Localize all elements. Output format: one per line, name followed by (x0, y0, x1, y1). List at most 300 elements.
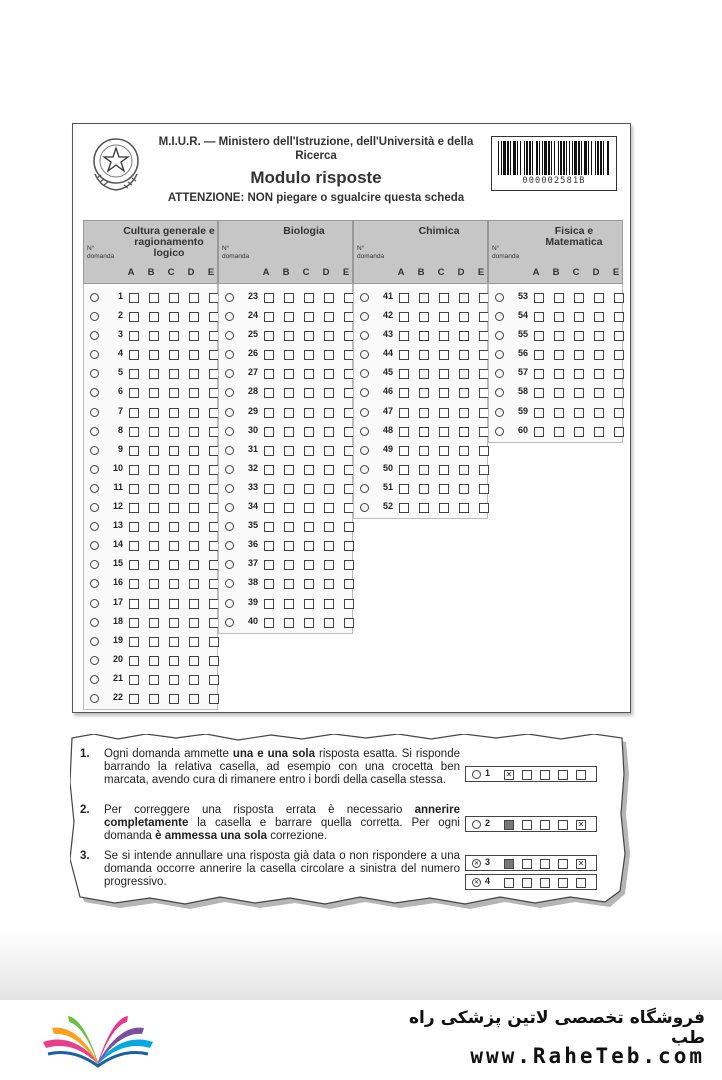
answer-box[interactable] (614, 293, 624, 303)
answer-box[interactable] (264, 427, 274, 437)
answer-box[interactable] (129, 388, 139, 398)
answer-box[interactable] (284, 522, 294, 532)
cancel-circle[interactable] (225, 522, 234, 531)
cancel-circle[interactable] (90, 427, 99, 436)
cancel-circle[interactable] (360, 465, 369, 474)
cancel-circle[interactable] (495, 388, 504, 397)
answer-box[interactable] (129, 694, 139, 704)
answer-box[interactable] (304, 599, 314, 609)
answer-box[interactable] (554, 312, 564, 322)
answer-box[interactable] (439, 388, 449, 398)
answer-box[interactable] (209, 675, 219, 685)
answer-box[interactable] (129, 465, 139, 475)
answer-box[interactable] (189, 312, 199, 322)
answer-box[interactable] (399, 484, 409, 494)
answer-box[interactable] (284, 427, 294, 437)
answer-box[interactable] (479, 446, 489, 456)
cancel-circle[interactable] (495, 331, 504, 340)
answer-box[interactable] (284, 599, 294, 609)
cancel-circle[interactable] (90, 675, 99, 684)
answer-box[interactable] (439, 427, 449, 437)
answer-box[interactable] (399, 427, 409, 437)
answer-box[interactable] (264, 408, 274, 418)
answer-box[interactable] (169, 541, 179, 551)
answer-box[interactable] (129, 293, 139, 303)
answer-box[interactable] (169, 560, 179, 570)
answer-box[interactable] (324, 350, 334, 360)
cancel-circle[interactable] (90, 560, 99, 569)
answer-box[interactable] (284, 484, 294, 494)
cancel-circle[interactable] (360, 484, 369, 493)
answer-box[interactable] (594, 408, 604, 418)
answer-box[interactable] (169, 637, 179, 647)
answer-box[interactable] (614, 408, 624, 418)
answer-box[interactable] (419, 331, 429, 341)
answer-box[interactable] (169, 656, 179, 666)
answer-box[interactable] (439, 465, 449, 475)
answer-box[interactable] (149, 350, 159, 360)
answer-box[interactable] (284, 331, 294, 341)
answer-box[interactable] (129, 369, 139, 379)
answer-box[interactable] (324, 312, 334, 322)
answer-box[interactable] (419, 446, 429, 456)
answer-box[interactable] (594, 312, 604, 322)
cancel-circle[interactable] (225, 503, 234, 512)
answer-box[interactable] (459, 293, 469, 303)
answer-box[interactable] (129, 656, 139, 666)
answer-box[interactable] (304, 350, 314, 360)
answer-box[interactable] (574, 427, 584, 437)
answer-box[interactable] (594, 331, 604, 341)
answer-box[interactable] (614, 388, 624, 398)
answer-box[interactable] (554, 408, 564, 418)
answer-box[interactable] (284, 408, 294, 418)
answer-box[interactable] (284, 388, 294, 398)
cancel-circle[interactable] (90, 350, 99, 359)
cancel-circle[interactable] (90, 503, 99, 512)
cancel-circle[interactable] (495, 293, 504, 302)
answer-box[interactable] (129, 675, 139, 685)
answer-box[interactable] (284, 560, 294, 570)
answer-box[interactable] (324, 522, 334, 532)
answer-box[interactable] (169, 312, 179, 322)
answer-box[interactable] (189, 503, 199, 513)
answer-box[interactable] (189, 465, 199, 475)
answer-box[interactable] (189, 408, 199, 418)
answer-box[interactable] (439, 408, 449, 418)
answer-box[interactable] (574, 312, 584, 322)
answer-box[interactable] (459, 408, 469, 418)
answer-box[interactable] (344, 541, 354, 551)
answer-box[interactable] (264, 579, 274, 589)
answer-box[interactable] (149, 599, 159, 609)
answer-box[interactable] (614, 427, 624, 437)
answer-box[interactable] (439, 293, 449, 303)
answer-box[interactable] (419, 427, 429, 437)
answer-box[interactable] (129, 579, 139, 589)
cancel-circle[interactable] (360, 427, 369, 436)
answer-box[interactable] (399, 503, 409, 513)
answer-box[interactable] (264, 369, 274, 379)
answer-box[interactable] (284, 618, 294, 628)
answer-box[interactable] (149, 637, 159, 647)
answer-box[interactable] (169, 694, 179, 704)
answer-box[interactable] (324, 465, 334, 475)
answer-box[interactable] (169, 331, 179, 341)
cancel-circle[interactable] (90, 484, 99, 493)
answer-box[interactable] (149, 446, 159, 456)
answer-box[interactable] (594, 369, 604, 379)
answer-box[interactable] (534, 427, 544, 437)
website-link[interactable]: www.RaheTeb.com (470, 1044, 705, 1068)
cancel-circle[interactable] (225, 560, 234, 569)
answer-box[interactable] (399, 408, 409, 418)
answer-box[interactable] (419, 388, 429, 398)
cancel-circle[interactable] (90, 656, 99, 665)
cancel-circle[interactable] (360, 369, 369, 378)
answer-box[interactable] (304, 331, 314, 341)
cancel-circle[interactable] (225, 465, 234, 474)
cancel-circle[interactable] (495, 369, 504, 378)
cancel-circle[interactable] (495, 408, 504, 417)
answer-box[interactable] (189, 522, 199, 532)
cancel-circle[interactable] (225, 446, 234, 455)
answer-box[interactable] (554, 293, 564, 303)
answer-box[interactable] (399, 350, 409, 360)
answer-box[interactable] (189, 579, 199, 589)
answer-box[interactable] (419, 465, 429, 475)
answer-box[interactable] (459, 446, 469, 456)
answer-box[interactable] (129, 312, 139, 322)
answer-box[interactable] (149, 388, 159, 398)
answer-box[interactable] (399, 446, 409, 456)
answer-box[interactable] (209, 637, 219, 647)
answer-box[interactable] (304, 465, 314, 475)
answer-box[interactable] (594, 388, 604, 398)
answer-box[interactable] (149, 541, 159, 551)
answer-box[interactable] (439, 331, 449, 341)
answer-box[interactable] (149, 465, 159, 475)
cancel-circle[interactable] (90, 312, 99, 321)
cancel-circle[interactable] (90, 637, 99, 646)
answer-box[interactable] (129, 331, 139, 341)
answer-box[interactable] (324, 369, 334, 379)
answer-box[interactable] (169, 618, 179, 628)
answer-box[interactable] (534, 388, 544, 398)
answer-box[interactable] (149, 522, 159, 532)
answer-box[interactable] (149, 331, 159, 341)
answer-box[interactable] (149, 484, 159, 494)
answer-box[interactable] (399, 369, 409, 379)
answer-box[interactable] (189, 637, 199, 647)
answer-box[interactable] (284, 541, 294, 551)
answer-box[interactable] (344, 599, 354, 609)
answer-box[interactable] (574, 350, 584, 360)
answer-box[interactable] (554, 331, 564, 341)
answer-box[interactable] (169, 503, 179, 513)
answer-box[interactable] (264, 465, 274, 475)
answer-box[interactable] (284, 293, 294, 303)
answer-box[interactable] (189, 331, 199, 341)
answer-box[interactable] (149, 618, 159, 628)
answer-box[interactable] (264, 503, 274, 513)
answer-box[interactable] (129, 541, 139, 551)
answer-box[interactable] (304, 618, 314, 628)
answer-box[interactable] (419, 350, 429, 360)
answer-box[interactable] (169, 579, 179, 589)
answer-box[interactable] (304, 560, 314, 570)
cancel-circle[interactable] (225, 388, 234, 397)
answer-box[interactable] (554, 350, 564, 360)
answer-box[interactable] (304, 579, 314, 589)
cancel-circle[interactable] (360, 350, 369, 359)
answer-box[interactable] (459, 465, 469, 475)
cancel-circle[interactable] (225, 541, 234, 550)
answer-box[interactable] (324, 388, 334, 398)
cancel-circle[interactable] (225, 408, 234, 417)
answer-box[interactable] (399, 293, 409, 303)
answer-box[interactable] (189, 599, 199, 609)
answer-box[interactable] (264, 522, 274, 532)
answer-box[interactable] (129, 503, 139, 513)
answer-box[interactable] (129, 618, 139, 628)
answer-box[interactable] (459, 503, 469, 513)
answer-box[interactable] (284, 579, 294, 589)
answer-box[interactable] (399, 465, 409, 475)
answer-box[interactable] (304, 446, 314, 456)
answer-box[interactable] (264, 388, 274, 398)
cancel-circle[interactable] (495, 427, 504, 436)
answer-box[interactable] (324, 446, 334, 456)
answer-box[interactable] (324, 541, 334, 551)
answer-box[interactable] (189, 675, 199, 685)
answer-box[interactable] (594, 427, 604, 437)
cancel-circle[interactable] (90, 293, 99, 302)
answer-box[interactable] (304, 293, 314, 303)
answer-box[interactable] (459, 312, 469, 322)
cancel-circle[interactable] (90, 408, 99, 417)
cancel-circle[interactable] (90, 446, 99, 455)
cancel-circle[interactable] (225, 599, 234, 608)
answer-box[interactable] (459, 427, 469, 437)
answer-box[interactable] (129, 560, 139, 570)
answer-box[interactable] (264, 312, 274, 322)
cancel-circle[interactable] (360, 293, 369, 302)
answer-box[interactable] (129, 637, 139, 647)
cancel-circle[interactable] (360, 446, 369, 455)
cancel-circle[interactable] (225, 350, 234, 359)
answer-box[interactable] (554, 388, 564, 398)
answer-box[interactable] (324, 503, 334, 513)
answer-box[interactable] (534, 331, 544, 341)
answer-box[interactable] (189, 427, 199, 437)
answer-box[interactable] (169, 446, 179, 456)
answer-box[interactable] (149, 503, 159, 513)
cancel-circle[interactable] (90, 522, 99, 531)
answer-box[interactable] (534, 293, 544, 303)
answer-box[interactable] (324, 408, 334, 418)
answer-box[interactable] (459, 484, 469, 494)
answer-box[interactable] (264, 618, 274, 628)
answer-box[interactable] (149, 312, 159, 322)
answer-box[interactable] (304, 388, 314, 398)
answer-box[interactable] (304, 503, 314, 513)
answer-box[interactable] (264, 560, 274, 570)
answer-box[interactable] (304, 541, 314, 551)
cancel-circle[interactable] (360, 388, 369, 397)
answer-box[interactable] (304, 408, 314, 418)
answer-box[interactable] (264, 350, 274, 360)
answer-box[interactable] (149, 293, 159, 303)
answer-box[interactable] (399, 312, 409, 322)
answer-box[interactable] (284, 465, 294, 475)
answer-box[interactable] (324, 427, 334, 437)
cancel-circle[interactable] (495, 312, 504, 321)
answer-box[interactable] (614, 331, 624, 341)
answer-box[interactable] (344, 522, 354, 532)
cancel-circle[interactable] (360, 408, 369, 417)
answer-box[interactable] (189, 484, 199, 494)
answer-box[interactable] (189, 446, 199, 456)
answer-box[interactable] (264, 446, 274, 456)
answer-box[interactable] (169, 599, 179, 609)
answer-box[interactable] (419, 312, 429, 322)
answer-box[interactable] (284, 369, 294, 379)
cancel-circle[interactable] (90, 618, 99, 627)
answer-box[interactable] (594, 350, 604, 360)
answer-box[interactable] (304, 484, 314, 494)
answer-box[interactable] (129, 427, 139, 437)
answer-box[interactable] (554, 427, 564, 437)
answer-box[interactable] (149, 579, 159, 589)
answer-box[interactable] (129, 484, 139, 494)
answer-box[interactable] (129, 350, 139, 360)
cancel-circle[interactable] (90, 694, 99, 703)
cancel-circle[interactable] (225, 293, 234, 302)
answer-box[interactable] (439, 446, 449, 456)
answer-box[interactable] (284, 503, 294, 513)
cancel-circle[interactable] (90, 579, 99, 588)
answer-box[interactable] (324, 579, 334, 589)
answer-box[interactable] (169, 484, 179, 494)
answer-box[interactable] (344, 618, 354, 628)
answer-box[interactable] (169, 350, 179, 360)
answer-box[interactable] (189, 350, 199, 360)
answer-box[interactable] (169, 675, 179, 685)
answer-box[interactable] (284, 446, 294, 456)
answer-box[interactable] (574, 369, 584, 379)
answer-box[interactable] (574, 331, 584, 341)
answer-box[interactable] (304, 522, 314, 532)
answer-box[interactable] (324, 618, 334, 628)
answer-box[interactable] (169, 427, 179, 437)
answer-box[interactable] (209, 656, 219, 666)
answer-box[interactable] (574, 293, 584, 303)
answer-box[interactable] (534, 369, 544, 379)
answer-box[interactable] (614, 312, 624, 322)
answer-box[interactable] (419, 484, 429, 494)
cancel-circle[interactable] (360, 312, 369, 321)
answer-box[interactable] (419, 293, 429, 303)
answer-box[interactable] (459, 369, 469, 379)
cancel-circle[interactable] (360, 331, 369, 340)
answer-box[interactable] (439, 312, 449, 322)
answer-box[interactable] (459, 331, 469, 341)
answer-box[interactable] (479, 503, 489, 513)
cancel-circle[interactable] (225, 579, 234, 588)
cancel-circle[interactable] (90, 369, 99, 378)
cancel-circle[interactable] (225, 484, 234, 493)
cancel-circle[interactable] (360, 503, 369, 512)
answer-box[interactable] (129, 599, 139, 609)
answer-box[interactable] (439, 503, 449, 513)
answer-box[interactable] (439, 350, 449, 360)
answer-box[interactable] (574, 408, 584, 418)
answer-box[interactable] (129, 522, 139, 532)
answer-box[interactable] (189, 369, 199, 379)
answer-box[interactable] (324, 484, 334, 494)
answer-box[interactable] (284, 312, 294, 322)
answer-box[interactable] (169, 408, 179, 418)
answer-box[interactable] (574, 388, 584, 398)
cancel-circle[interactable] (225, 369, 234, 378)
answer-box[interactable] (169, 465, 179, 475)
answer-box[interactable] (189, 618, 199, 628)
cancel-circle[interactable] (90, 541, 99, 550)
answer-box[interactable] (264, 293, 274, 303)
answer-box[interactable] (169, 522, 179, 532)
answer-box[interactable] (149, 408, 159, 418)
answer-box[interactable] (189, 293, 199, 303)
cancel-circle[interactable] (90, 599, 99, 608)
answer-box[interactable] (304, 369, 314, 379)
cancel-circle[interactable] (225, 312, 234, 321)
cancel-circle[interactable] (90, 331, 99, 340)
answer-box[interactable] (149, 675, 159, 685)
answer-box[interactable] (419, 369, 429, 379)
answer-box[interactable] (614, 369, 624, 379)
cancel-circle[interactable] (225, 618, 234, 627)
answer-box[interactable] (189, 560, 199, 570)
answer-box[interactable] (264, 599, 274, 609)
answer-box[interactable] (344, 560, 354, 570)
answer-box[interactable] (554, 369, 564, 379)
answer-box[interactable] (169, 388, 179, 398)
answer-box[interactable] (189, 388, 199, 398)
answer-box[interactable] (304, 427, 314, 437)
answer-box[interactable] (304, 312, 314, 322)
answer-box[interactable] (534, 350, 544, 360)
answer-box[interactable] (419, 503, 429, 513)
answer-box[interactable] (399, 331, 409, 341)
answer-box[interactable] (534, 408, 544, 418)
answer-box[interactable] (594, 293, 604, 303)
cancel-circle[interactable] (225, 427, 234, 436)
answer-box[interactable] (479, 465, 489, 475)
answer-box[interactable] (209, 694, 219, 704)
answer-box[interactable] (149, 694, 159, 704)
cancel-circle[interactable] (495, 350, 504, 359)
answer-box[interactable] (149, 656, 159, 666)
answer-box[interactable] (399, 388, 409, 398)
answer-box[interactable] (614, 350, 624, 360)
answer-box[interactable] (169, 293, 179, 303)
cancel-circle[interactable] (90, 465, 99, 474)
answer-box[interactable] (129, 446, 139, 456)
answer-box[interactable] (324, 331, 334, 341)
answer-box[interactable] (324, 560, 334, 570)
answer-box[interactable] (264, 541, 274, 551)
